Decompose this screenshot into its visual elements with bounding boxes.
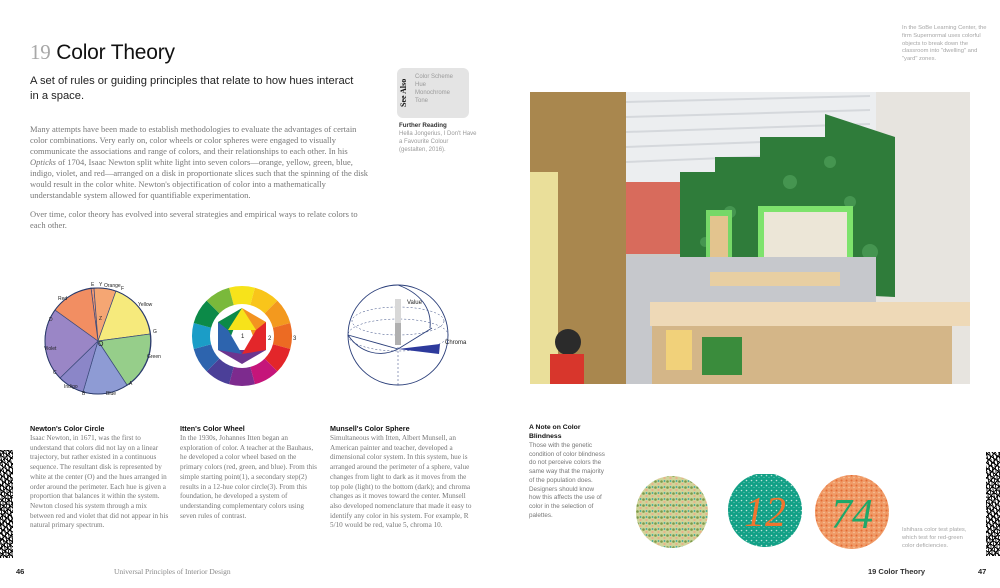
edge-thumb-pattern-left: [0, 450, 13, 558]
running-head-left: Universal Principles of Interior Design: [114, 567, 231, 576]
svg-text:Y: Y: [99, 282, 103, 288]
see-also-box: [397, 68, 469, 118]
svg-text:C: C: [53, 370, 57, 376]
svg-text:3: 3: [293, 336, 297, 342]
photo-caption: In the SoBe Learning Center, the firm Supernormal uses colorful objects to break down the classroom into "dwelling" and "yard" zones.: [902, 25, 987, 63]
chapter-number: 19: [30, 40, 51, 64]
color-blindness-title: A Note on Color Blindness: [529, 424, 581, 440]
see-also-item[interactable]: Hue: [415, 82, 427, 88]
color-blindness-note: [529, 424, 605, 520]
edge-thumb-pattern-right: [986, 452, 1000, 556]
svg-text:2: 2: [268, 336, 272, 342]
munsell-color-sphere-figure: [340, 283, 480, 391]
intro-text: [30, 124, 375, 239]
page-title: [30, 40, 175, 65]
svg-text:Violet: Violet: [44, 346, 57, 352]
see-also-list: [412, 68, 453, 118]
itten-caption-text: In the 1930s, Johannes Itten began an exploration of color. A teacher at the Bauhaus, he developed a color wheel based on the primary colors (red, green, and blue). From this simple starting point(1), a secondary step(2) results in a 12-hue color circle(3). From this foundation, he developed a system of understanding complementary colors using seven rules of contrast.: [180, 434, 317, 520]
svg-text:Value: Value: [407, 300, 422, 306]
munsell-caption-title: Munsell's Color Sphere: [330, 424, 410, 433]
chapter-subtitle: A set of rules or guiding principles that relate to how hues interact in a space.: [30, 75, 354, 102]
svg-text:G: G: [153, 329, 157, 335]
ishihara-plates: [630, 474, 890, 550]
svg-text:O: O: [98, 341, 104, 348]
svg-text:Red: Red: [58, 296, 68, 302]
newton-caption-text: Isaac Newton, in 1671, was the first to understand that colors did not lay on a linear trajectory, but rather existed in a continuous sequence. The resultant disk is represented by white at the center (O) and the hues arranged in order around the perimeter. Each hue is given a proportion that balances it within the system. Newton closed his system through a mix between red and violet that did not appear in his natural primary spectrum.: [30, 434, 169, 530]
svg-text:Indigo: Indigo: [64, 384, 78, 390]
see-also-label: See Also: [399, 78, 408, 108]
further-reading: [399, 122, 477, 154]
svg-text:Green: Green: [147, 354, 161, 360]
svg-text:Yellow: Yellow: [138, 302, 153, 308]
itten-color-wheel-figure: [190, 284, 300, 388]
see-also-item[interactable]: Color Scheme: [415, 74, 454, 80]
itten-caption: [180, 424, 320, 521]
munsell-caption: [330, 424, 475, 531]
svg-text:F: F: [121, 286, 125, 292]
ishihara-plate-1: [636, 476, 708, 548]
svg-text:74: 74: [831, 492, 873, 538]
svg-text:12: 12: [744, 490, 786, 536]
newton-caption-title: Newton's Color Circle: [30, 424, 105, 433]
see-also-item[interactable]: Monochrome: [415, 90, 451, 96]
svg-text:E: E: [91, 282, 95, 288]
color-blindness-text: Those with the genetic condition of color blindness do not perceive colors the same way that the majority of the population does. Designers should know how this affects the use of color in the selection of palettes.: [529, 442, 605, 519]
classroom-photo: [530, 92, 970, 384]
intro-paragraph-2: Over time, color theory has evolved into several strategies and empirical ways to relate colors to each other.: [30, 209, 358, 230]
svg-text:A: A: [129, 381, 133, 387]
svg-text:Z: Z: [99, 316, 103, 322]
newton-caption: [30, 424, 172, 531]
page-number-left: 46: [16, 567, 25, 576]
svg-text:1: 1: [241, 334, 245, 340]
newton-color-circle-figure: [26, 278, 166, 400]
ishihara-caption: Ishihara color test plates, which test for red-green color deficiencies.: [902, 527, 967, 549]
munsell-caption-text: Simultaneous with Itten, Albert Munsell, an American painter and teacher, developed a dimensional color system. In this system, hue is arranged around the perimeter of a sphere, value changes from light to dark as it moves from the top pole (light) to the bottom (dark); and chroma changes as it moves toward the center. Munsell also developed nomenclature that made it easy to identify any color in his system. For example, R 5/10 would be red, value 5, chroma 10.: [330, 434, 472, 530]
further-reading-heading: Further Reading: [399, 122, 447, 129]
svg-text:D: D: [49, 317, 53, 323]
intro-paragraph-1: Many attempts have been made to establish methodologies to evaluate the advantages of certain color combinations. Very early on, color wheels or color spheres were engaged to visually communicate the associations and range of colors, and their relationships to each other. In his Opticks of 1704, Isaac Newton split white light into seven colors—orange, yellow, green, blue, indigo, violet, and red—arranged on a disk in proportionate slices such that the spinning of the disk would result in the color white. Newton's objectification of color into a mathematically understandable system allowed for quantifiable experimentation.: [30, 124, 369, 200]
further-reading-text: Hella Jongerius, I Don't Have a Favourite Colour (gestalten, 2016).: [399, 131, 477, 153]
chapter-title: Color Theory: [56, 41, 175, 64]
svg-text:B: B: [82, 391, 86, 397]
itten-caption-title: Itten's Color Wheel: [180, 424, 245, 433]
svg-text:Blue: Blue: [106, 391, 117, 397]
svg-text:Chroma: Chroma: [445, 340, 467, 346]
running-head-right: 19 Color Theory: [868, 567, 926, 576]
page-number-right: 47: [978, 567, 987, 576]
svg-text:Orange: Orange: [104, 283, 121, 289]
see-also-item[interactable]: Tone: [415, 98, 429, 104]
